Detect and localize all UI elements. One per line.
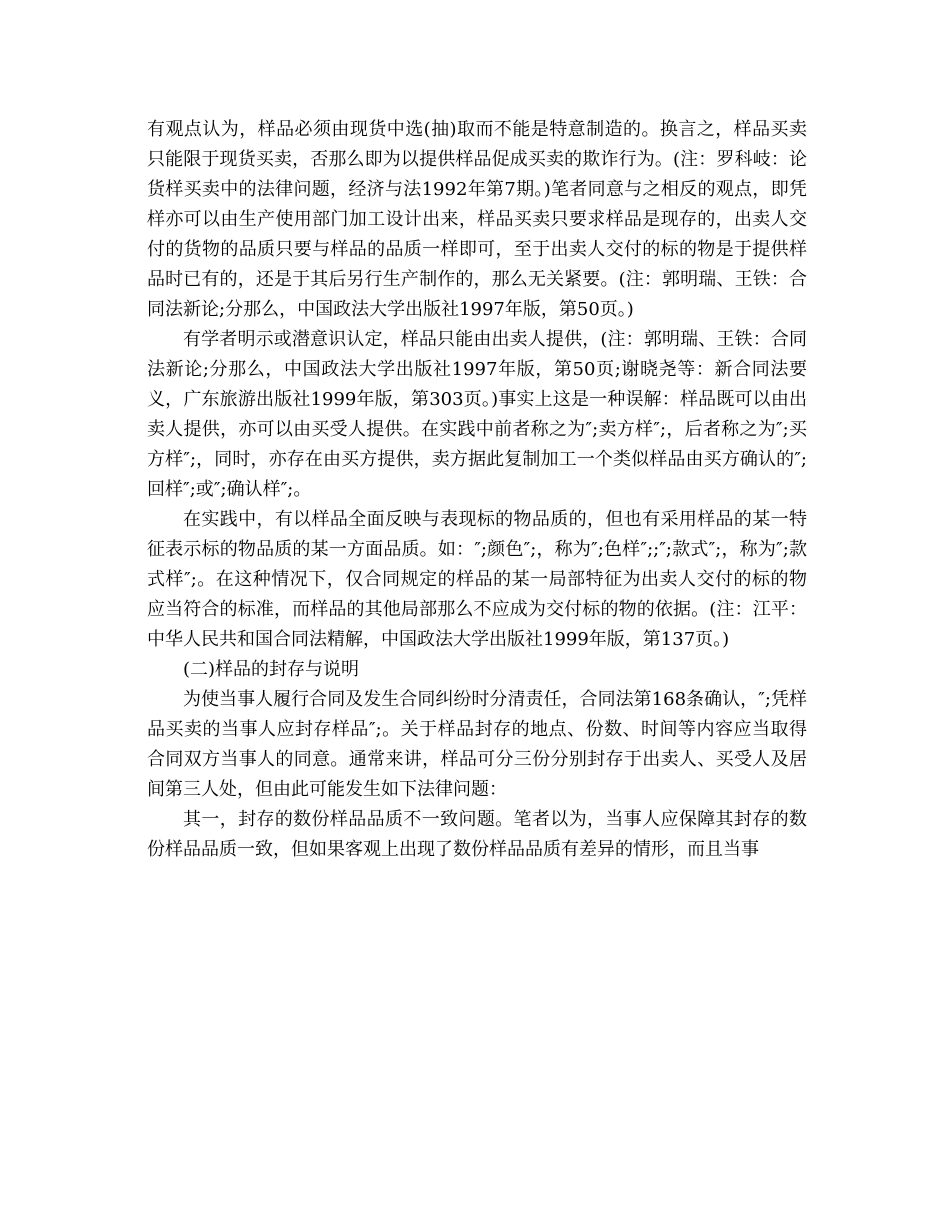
section-heading-sealing: (二)样品的封存与说明: [183, 659, 360, 680]
paragraph-quality-inconsistency: 其一，封存的数份样品品质不一致问题。笔者以为，当事人应保障其封存的数份样品品质一致，但如果客观上出现了数份样品品质有差异的情形，而且当事: [147, 809, 807, 860]
paragraph-sample-provider: 有学者明示或潜意识认定，样品只能由出卖人提供，(注：郭明瑞、王铁：合同法新论;分那么，中国政法大学出版社1997年版，第50页;谢晓尧等：新合同法要义，广东旅游出版社1999年版，第303页。)事实上这是一种误解：样品既可以由出卖人提供，亦可以由买受人提供。在实践中前者称之为″;卖方样″;，后者称之为″;买方样″;，同时，亦存在由买方提供，卖方据此复制加工一个类似样品由买方确认的″;回样″;或″;确认样″;。: [147, 329, 807, 500]
document-body: [147, 115, 807, 865]
paragraph-sealing-rules: 为使当事人履行合同及发生合同纠纷时分清责任，合同法第168条确认，″;凭样品买卖的当事人应封存样品″;。关于样品封存的地点、份数、时间等内容应当取得合同双方当事人的同意。通常来讲，样品可分三份分别封存于出卖人、买受人及居间第三人处，但由此可能发生如下法律问题：: [147, 689, 807, 800]
paragraph-partial-feature: 在实践中，有以样品全面反映与表现标的物品质的，但也有采用样品的某一特征表示标的物品质的某一方面品质。如：″;颜色″;，称为″;色样″;;″;款式″;，称为″;款式样″;。在这种情况下，仅合同规定的样品的某一局部特征为出卖人交付的标的物应当符合的标准，而样品的其他局部那么不应成为交付标的物的依据。(注：江平：中华人民共和国合同法精解，中国政法大学出版社1999年版，第137页。): [147, 509, 807, 650]
paragraph-sample-origin: 有观点认为，样品必须由现货中选(抽)取而不能是特意制造的。换言之，样品买卖只能限于现货买卖，否那么即为以提供样品促成买卖的欺诈行为。(注：罗科岐：论货样买卖中的法律问题，经济与法1992年第7期。)笔者同意与之相反的观点，即凭样亦可以由生产使用部门加工设计出来，样品买卖只要求样品是现存的，出卖人交付的货物的品质只要与样品的品质一样即可，至于出卖人交付的标的物是于提供样品时已有的，还是于其后另行生产制作的，那么无关紧要。(注：郭明瑞、王铁：合同法新论;分那么，中国政法大学出版社1997年版，第50页。): [147, 119, 807, 320]
